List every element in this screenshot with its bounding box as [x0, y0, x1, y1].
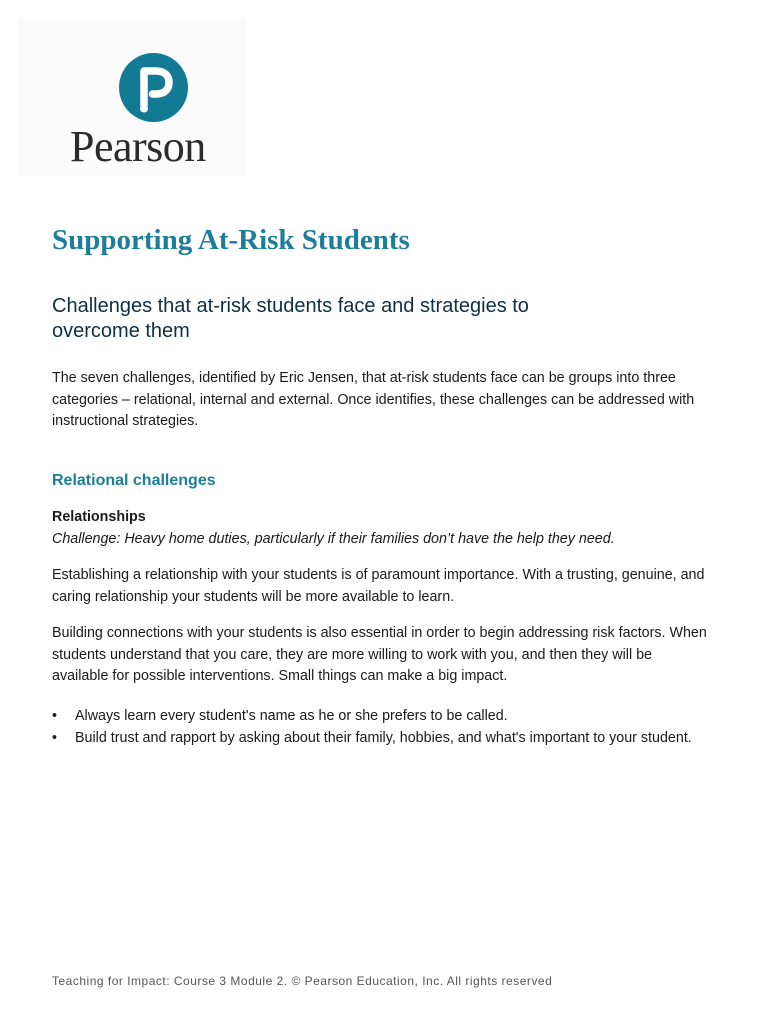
document-subtitle: Challenges that at-risk students face and strategies to overcome them — [52, 295, 529, 342]
pearson-p-icon — [119, 52, 188, 123]
challenge-statement: Challenge: Heavy home duties, particularly if their families don’t have the help they need. — [52, 531, 615, 547]
body-paragraph: Building connections with your students is also essential in order to begin addressing risk factors. When students understand that you care, they are more willing to work with you, and then they will be available for possible interventions. Small things can make a big impact. — [52, 625, 707, 684]
footer-copyright: Teaching for Impact: Course 3 Module 2. © Pearson Education, Inc. All rights reserved — [52, 974, 553, 988]
strategy-list — [52, 706, 712, 749]
bullet-icon: • — [52, 729, 58, 746]
bullet-icon: • — [52, 708, 58, 724]
list-item — [52, 728, 712, 750]
pearson-logo — [18, 18, 246, 176]
document-title: Supporting At-Risk Students — [52, 224, 410, 256]
pearson-wordmark: Pearson — [70, 122, 206, 171]
subsection-heading: Relationships — [52, 509, 146, 525]
list-item-text: Always learn every student's name as he or she prefers to be called. — [75, 708, 508, 724]
intro-paragraph: The seven challenges, identified by Eric Jensen, that at-risk students face can be groups into three categories – relational, internal and external. Once identifies, these challenges can be addressed with instructional strategies. — [52, 370, 695, 429]
section-heading: Relational challenges — [52, 472, 216, 489]
list-item — [52, 706, 712, 728]
list-item-text: Build trust and rapport by asking about their family, hobbies, and what's important to your student. — [75, 729, 692, 746]
body-paragraph: Establishing a relationship with your students is of paramount importance. With a trusting, genuine, and caring relationship your students will be more available to learn. — [52, 567, 705, 605]
